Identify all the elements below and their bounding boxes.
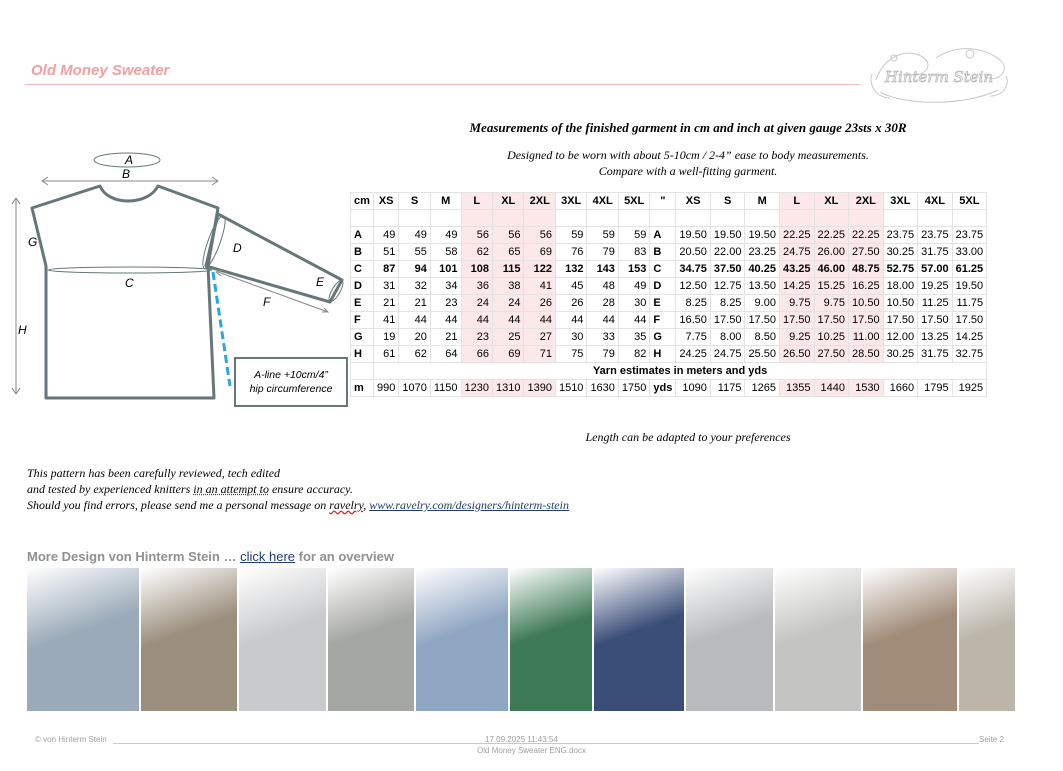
cm-value: 69: [524, 244, 555, 261]
photo-strip: [27, 568, 1017, 711]
photo-grey-back[interactable]: [239, 568, 327, 711]
size-header: 3XL: [555, 193, 586, 210]
table-spacer-row: [351, 210, 987, 227]
photo-grey-raglan[interactable]: [775, 568, 861, 711]
spacer-cell: [814, 210, 849, 227]
cm-value: 36: [461, 278, 492, 295]
inch-value: 16.25: [849, 278, 884, 295]
cm-value: 41: [374, 312, 399, 329]
inch-value: 17.50: [883, 312, 918, 329]
inch-value: 14.25: [779, 278, 814, 295]
table-row: [351, 312, 987, 329]
cm-value: 75: [555, 346, 586, 363]
inch-value: 11.75: [952, 295, 987, 312]
cm-value: 143: [587, 261, 618, 278]
meters-value: 1510: [555, 380, 586, 397]
inch-value: 10.25: [814, 329, 849, 346]
inch-value: 61.25: [952, 261, 987, 278]
yds-value: 1795: [918, 380, 953, 397]
meters-value: 1750: [618, 380, 649, 397]
inch-value: 34.75: [676, 261, 711, 278]
cm-value: 26: [524, 295, 555, 312]
inch-value: 22.00: [710, 244, 745, 261]
row-label: F: [351, 312, 374, 329]
cm-value: 23: [430, 295, 461, 312]
svg-text:Hinterm Stein: Hinterm Stein: [884, 68, 994, 86]
table-row: [351, 244, 987, 261]
inch-value: 26.50: [779, 346, 814, 363]
inch-value: 13.25: [918, 329, 953, 346]
inch-value: 17.50: [918, 312, 953, 329]
inch-value: 12.00: [883, 329, 918, 346]
inch-value: 31.75: [918, 244, 953, 261]
cm-value: 44: [587, 312, 618, 329]
spacer-cell: [849, 210, 884, 227]
row-label: B: [650, 244, 676, 261]
inch-value: 18.00: [883, 278, 918, 295]
photo-navy-cardigan[interactable]: [594, 568, 684, 711]
photo-grey-sweater-heart[interactable]: [328, 568, 414, 711]
inch-value: 52.75: [883, 261, 918, 278]
cm-value: 69: [492, 346, 523, 363]
table-header-row: [351, 193, 987, 210]
size-header: 3XL: [883, 193, 918, 210]
spacer-cell: [883, 210, 918, 227]
inch-value: 10.50: [849, 295, 884, 312]
inch-value: 22.25: [779, 227, 814, 244]
cm-value: 122: [524, 261, 555, 278]
size-header: 5XL: [952, 193, 987, 210]
inch-value: 24.25: [676, 346, 711, 363]
inch-value: 43.25: [779, 261, 814, 278]
length-note: Length can be adapted to your preferences: [585, 430, 791, 444]
cm-value: 132: [555, 261, 586, 278]
cm-value: 153: [618, 261, 649, 278]
row-label: C: [351, 261, 374, 278]
cm-value: 58: [430, 244, 461, 261]
spacer-cell: [618, 210, 649, 227]
cm-value: 115: [492, 261, 523, 278]
cm-value: 71: [524, 346, 555, 363]
inch-value: 17.50: [814, 312, 849, 329]
inch-value: 11.25: [918, 295, 953, 312]
row-label: D: [650, 278, 676, 295]
inch-value: 12.75: [710, 278, 745, 295]
table-row: [351, 261, 987, 278]
size-header: XL: [814, 193, 849, 210]
inch-value: 22.25: [814, 227, 849, 244]
spacer-cell: [710, 210, 745, 227]
cm-value: 44: [524, 312, 555, 329]
cm-value: 21: [374, 295, 399, 312]
cm-unit-header: cm: [351, 193, 374, 210]
footer-filename: Old Money Sweater ENG.docx: [477, 746, 586, 755]
photo-sleeve-closeup[interactable]: [27, 568, 139, 711]
cm-value: 66: [461, 346, 492, 363]
row-label: D: [351, 278, 374, 295]
cm-value: 33: [587, 329, 618, 346]
row-label: G: [650, 329, 676, 346]
yds-value: 1355: [779, 380, 814, 397]
size-header: S: [710, 193, 745, 210]
yarn-heading-row: [351, 363, 987, 380]
cm-value: 31: [374, 278, 399, 295]
inch-value: 20.50: [676, 244, 711, 261]
inch-value: 48.75: [849, 261, 884, 278]
yds-value: 1265: [745, 380, 780, 397]
cm-value: 32: [399, 278, 430, 295]
cm-value: 64: [430, 346, 461, 363]
inch-value: 16.50: [676, 312, 711, 329]
cm-value: 27: [524, 329, 555, 346]
meters-value: 1230: [461, 380, 492, 397]
table-row: [351, 346, 987, 363]
cm-value: 25: [492, 329, 523, 346]
row-label: E: [351, 295, 374, 312]
label-h: H: [18, 323, 27, 337]
spacer-cell: [555, 210, 586, 227]
inch-value: 9.25: [779, 329, 814, 346]
spacer-cell: [430, 210, 461, 227]
cm-value: 101: [430, 261, 461, 278]
spacer-cell: [676, 210, 711, 227]
cm-value: 44: [399, 312, 430, 329]
cm-value: 108: [461, 261, 492, 278]
yds-value: 1440: [814, 380, 849, 397]
spacer-cell: [351, 363, 374, 380]
inch-value: 19.50: [676, 227, 711, 244]
inch-value: 23.75: [883, 227, 918, 244]
row-label: H: [650, 346, 676, 363]
meters-value: 990: [374, 380, 399, 397]
ravelry-link[interactable]: www.ravelry.com/designers/hinterm-stein: [369, 498, 569, 512]
cm-value: 83: [618, 244, 649, 261]
overview-link[interactable]: click here: [240, 549, 296, 564]
aline-note-box: [234, 357, 348, 407]
photo-tweed-cardigan[interactable]: [863, 568, 957, 711]
inch-value: 9.75: [779, 295, 814, 312]
spacer-cell: [461, 210, 492, 227]
meters-value: 1070: [399, 380, 430, 397]
cm-value: 62: [399, 346, 430, 363]
inch-value: 23.25: [745, 244, 780, 261]
photo-green-cardigan[interactable]: [510, 568, 592, 711]
size-header: 2XL: [849, 193, 884, 210]
cm-value: 44: [492, 312, 523, 329]
yds-value: 1660: [883, 380, 918, 397]
armhole-ellipse: [199, 214, 229, 271]
size-header: XL: [492, 193, 523, 210]
cm-value: 56: [461, 227, 492, 244]
inch-value: 17.50: [952, 312, 987, 329]
inch-value: 17.50: [710, 312, 745, 329]
label-c: C: [125, 276, 134, 290]
inch-value: 23.75: [918, 227, 953, 244]
yds-value: 1530: [849, 380, 884, 397]
spacer-cell: [587, 210, 618, 227]
inch-value: 27.50: [849, 244, 884, 261]
cm-value: 56: [524, 227, 555, 244]
measurement-table: [350, 192, 987, 397]
cm-value: 94: [399, 261, 430, 278]
cm-value: 51: [374, 244, 399, 261]
inch-value: 24.75: [710, 346, 745, 363]
cm-value: 62: [461, 244, 492, 261]
inch-value: 17.50: [779, 312, 814, 329]
aline-note-line-1: A-line +10cm/4”: [254, 369, 328, 381]
cm-value: 44: [430, 312, 461, 329]
inch-value: 7.75: [676, 329, 711, 346]
cm-value: 26: [555, 295, 586, 312]
cm-value: 21: [399, 295, 430, 312]
cm-value: 23: [461, 329, 492, 346]
row-label: E: [650, 295, 676, 312]
cm-value: 44: [461, 312, 492, 329]
cm-value: 20: [399, 329, 430, 346]
meters-value: 1630: [587, 380, 618, 397]
hinterm-stein-logo: [866, 40, 1012, 112]
inch-value: 8.00: [710, 329, 745, 346]
photo-grey-pullover[interactable]: [686, 568, 774, 711]
cm-value: 49: [618, 278, 649, 295]
spacer-cell: [524, 210, 555, 227]
meters-value: 1150: [430, 380, 461, 397]
review-note-line-2: and tested by experienced knitters in an attempt to ensure accuracy.: [27, 482, 353, 496]
cm-value: 55: [399, 244, 430, 261]
size-header: 4XL: [587, 193, 618, 210]
inch-value: 10.50: [883, 295, 918, 312]
spacer-cell: [492, 210, 523, 227]
table-row: [351, 329, 987, 346]
inch-value: 27.50: [814, 346, 849, 363]
cm-value: 82: [618, 346, 649, 363]
inch-value: 26.00: [814, 244, 849, 261]
cm-value: 19: [374, 329, 399, 346]
size-header: 5XL: [618, 193, 649, 210]
cm-value: 76: [555, 244, 586, 261]
cm-value: 30: [555, 329, 586, 346]
yds-value: 1175: [710, 380, 745, 397]
row-label: A: [650, 227, 676, 244]
size-header: XS: [374, 193, 399, 210]
spacer-cell: [650, 210, 676, 227]
footer-copyright: © von Hinterm Stein: [35, 735, 107, 744]
aline-note-line-2: hip circumference: [249, 383, 333, 395]
aline-dash: [213, 272, 230, 386]
inch-value: 19.50: [710, 227, 745, 244]
measurements-heading: Measurements of the finished garment in cm and inch at given gauge 23sts x 30R: [469, 120, 907, 135]
inch-value: 12.50: [676, 278, 711, 295]
table-row: [351, 278, 987, 295]
inch-value: 17.50: [849, 312, 884, 329]
size-header: L: [779, 193, 814, 210]
cm-value: 28: [587, 295, 618, 312]
row-label: B: [351, 244, 374, 261]
yarn-heading: Yarn estimates in meters and yds: [374, 363, 987, 380]
inch-value: 19.50: [952, 278, 987, 295]
inch-value: 9.00: [745, 295, 780, 312]
size-header: L: [461, 193, 492, 210]
inch-value: 30.25: [883, 244, 918, 261]
cm-value: 49: [374, 227, 399, 244]
inch-value: 57.00: [918, 261, 953, 278]
inch-value: 22.25: [849, 227, 884, 244]
cm-value: 79: [587, 244, 618, 261]
inch-value: 19.50: [745, 227, 780, 244]
title-divider: [25, 84, 860, 85]
cm-value: 59: [555, 227, 586, 244]
spacer-cell: [952, 210, 987, 227]
inch-value: 25.50: [745, 346, 780, 363]
cm-value: 61: [374, 346, 399, 363]
inch-value: 37.50: [710, 261, 745, 278]
size-header: S: [399, 193, 430, 210]
ease-note-line-2: Compare with a well-fitting garment.: [598, 164, 778, 178]
cm-value: 44: [618, 312, 649, 329]
row-label: A: [351, 227, 374, 244]
yds-value: 1090: [676, 380, 711, 397]
inch-value: 14.25: [952, 329, 987, 346]
label-e: E: [316, 275, 325, 289]
table-row: [351, 227, 987, 244]
photo-blue-lace-cardigan[interactable]: [416, 568, 508, 711]
inch-value: 13.50: [745, 278, 780, 295]
size-header: M: [745, 193, 780, 210]
cm-value: 87: [374, 261, 399, 278]
inch-value: 32.75: [952, 346, 987, 363]
size-header: 2XL: [524, 193, 555, 210]
review-note-line-1: This pattern has been carefully reviewed, tech edited: [27, 466, 281, 480]
spacer-cell: [745, 210, 780, 227]
spacer-cell: [399, 210, 430, 227]
cm-value: 65: [492, 244, 523, 261]
inch-value: 30.25: [883, 346, 918, 363]
more-designs-line: More Design von Hinterm Stein … click here for an overview: [27, 549, 394, 564]
inch-value: 33.00: [952, 244, 987, 261]
yarn-row: [351, 380, 987, 397]
cm-value: 24: [492, 295, 523, 312]
inch-value: 19.25: [918, 278, 953, 295]
size-header: M: [430, 193, 461, 210]
inch-value: 46.00: [814, 261, 849, 278]
cm-value: 35: [618, 329, 649, 346]
row-label: H: [351, 346, 374, 363]
label-b: B: [122, 167, 131, 181]
yds-value: 1925: [952, 380, 987, 397]
inch-value: 15.25: [814, 278, 849, 295]
meters-label: m: [351, 380, 374, 397]
cm-value: 48: [587, 278, 618, 295]
inch-value: 31.75: [918, 346, 953, 363]
inch-value: 24.75: [779, 244, 814, 261]
chest-ellipse: [48, 267, 212, 273]
row-label: F: [650, 312, 676, 329]
inch-value: 17.50: [745, 312, 780, 329]
document-title: Old Money Sweater: [31, 62, 170, 79]
cm-value: 38: [492, 278, 523, 295]
row-label: G: [351, 329, 374, 346]
cm-value: 56: [492, 227, 523, 244]
size-header: 4XL: [918, 193, 953, 210]
cm-value: 34: [430, 278, 461, 295]
inch-value: 9.75: [814, 295, 849, 312]
inch-value: 8.25: [710, 295, 745, 312]
review-note-line-3: Should you find errors, please send me a personal message on ravelry, www.ravelry.com/designers/hinterm-stein: [27, 498, 569, 512]
cm-value: 24: [461, 295, 492, 312]
inch-value: 8.50: [745, 329, 780, 346]
cm-value: 49: [399, 227, 430, 244]
spacer-cell: [779, 210, 814, 227]
cm-value: 30: [618, 295, 649, 312]
size-header: XS: [676, 193, 711, 210]
cm-value: 44: [555, 312, 586, 329]
row-label: C: [650, 261, 676, 278]
label-f: F: [263, 295, 271, 309]
inch-value: 11.00: [849, 329, 884, 346]
cm-value: 59: [587, 227, 618, 244]
inch-value: 8.25: [676, 295, 711, 312]
photo-cardigan-buttons[interactable]: [141, 568, 237, 711]
footer-page-number: Seite 2: [979, 735, 1004, 744]
cm-value: 59: [618, 227, 649, 244]
label-a: A: [125, 153, 134, 167]
spacer-cell: [918, 210, 953, 227]
label-g: G: [28, 235, 38, 249]
ease-note-line-1: Designed to be worn with about 5-10cm / 2-4” ease to body measurements.: [507, 148, 869, 162]
inch-value: 23.75: [952, 227, 987, 244]
cm-value: 79: [587, 346, 618, 363]
meters-value: 1390: [524, 380, 555, 397]
cm-value: 45: [555, 278, 586, 295]
cm-value: 49: [430, 227, 461, 244]
meters-value: 1310: [492, 380, 523, 397]
inch-value: 28.50: [849, 346, 884, 363]
spacer-cell: [351, 210, 374, 227]
cm-value: 21: [430, 329, 461, 346]
label-d: D: [233, 241, 242, 255]
yds-label: yds: [650, 380, 676, 397]
table-row: [351, 295, 987, 312]
spacer-cell: [374, 210, 399, 227]
inch-value: 40.25: [745, 261, 780, 278]
photo-cream-cardigan-back[interactable]: [959, 568, 1015, 711]
inch-unit-header: ": [650, 193, 676, 210]
footer-timestamp: 17.09.2025 11:43:54: [485, 735, 558, 744]
cm-value: 41: [524, 278, 555, 295]
